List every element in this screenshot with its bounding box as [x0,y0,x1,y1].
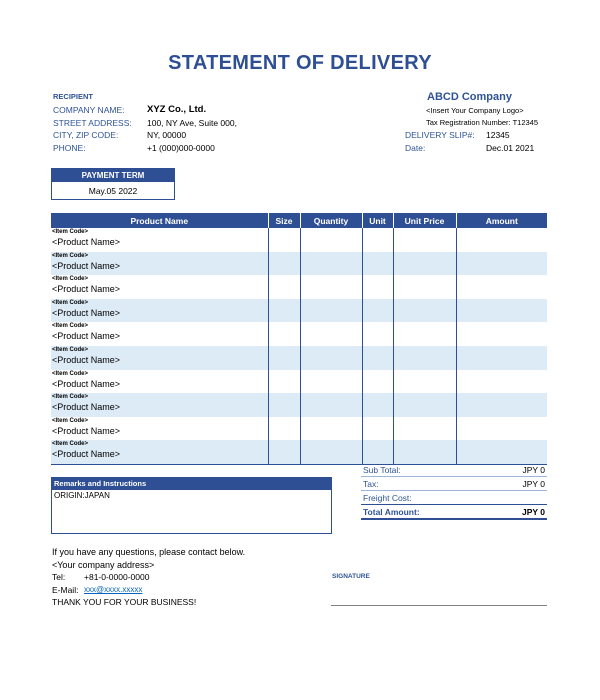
amount-cell[interactable] [456,370,547,394]
amount-cell[interactable] [456,440,547,464]
size-cell[interactable] [268,393,300,417]
product-name: <Product Name> [52,284,121,295]
tel-label: Tel: [52,572,66,582]
unit-price-cell[interactable] [393,228,456,252]
size-cell[interactable] [268,228,300,252]
quantity-cell[interactable] [300,299,362,323]
tax-value: JPY 0 [522,479,545,489]
recipient-city-zip: NY, 00000 [147,130,187,140]
payment-term-box [51,168,175,200]
quantity-cell[interactable] [300,275,362,299]
unit-price-cell[interactable] [393,346,456,370]
unit-price-cell[interactable] [393,275,456,299]
item-code: <Item Code> [52,370,89,377]
unit-cell[interactable] [362,393,393,417]
size-cell[interactable] [268,417,300,441]
unit-cell[interactable] [362,299,393,323]
payment-term-value: May.05 2022 [88,186,138,196]
table-row [51,346,547,370]
product-cell[interactable] [51,322,268,346]
remarks-box[interactable] [51,477,332,534]
product-name: <Product Name> [52,331,121,342]
company-logo-placeholder: <Insert Your Company Logo> [426,106,524,115]
amount-cell[interactable] [456,417,547,441]
product-name: <Product Name> [52,307,121,318]
total-amount-value: JPY 0 [521,507,545,517]
table-row [51,275,547,299]
tax-label: Tax: [363,479,379,489]
remarks-text: ORIGIN:JAPAN [54,491,110,500]
remarks-heading: Remarks and Instructions [52,478,331,490]
items-table [51,213,547,465]
col-header-amount: Amount [456,213,547,228]
product-cell[interactable] [51,417,268,441]
quantity-cell[interactable] [300,393,362,417]
size-cell[interactable] [268,322,300,346]
table-row [51,299,547,323]
tax-registration-number: Tax Registration Number: T12345 [426,118,539,127]
amount-cell[interactable] [456,228,547,252]
item-code: <Item Code> [52,394,89,401]
product-name: <Product Name> [52,378,121,389]
recipient-company-name: XYZ Co., Ltd. [147,104,207,115]
item-code: <Item Code> [52,346,89,353]
item-code: <Item Code> [52,299,89,306]
size-cell[interactable] [268,299,300,323]
unit-price-cell[interactable] [393,393,456,417]
table-header-row [51,213,547,228]
product-cell[interactable] [51,393,268,417]
thank-you-note: THANK YOU FOR YOUR BUSINESS! [52,597,197,607]
amount-cell[interactable] [456,393,547,417]
size-cell[interactable] [268,370,300,394]
quantity-cell[interactable] [300,346,362,370]
quantity-cell[interactable] [300,440,362,464]
product-cell[interactable] [51,346,268,370]
amount-cell[interactable] [456,275,547,299]
quantity-cell[interactable] [300,322,362,346]
quantity-cell[interactable] [300,417,362,441]
product-name: <Product Name> [52,354,121,365]
unit-cell[interactable] [362,228,393,252]
item-code: <Item Code> [52,441,89,448]
email-link[interactable]: xxx@xxxx.xxxxx [84,585,143,594]
date-label: Date: [405,143,426,153]
product-cell[interactable] [51,275,268,299]
unit-cell[interactable] [362,370,393,394]
subtotal-value: JPY 0 [522,465,545,475]
payment-term-heading: PAYMENT TERM [52,169,174,182]
col-header-size: Size [268,213,300,228]
recipient-heading: RECIPIENT [53,92,94,101]
product-name: <Product Name> [52,449,121,460]
delivery-slip-value: 12345 [486,130,510,140]
contact-question: If you have any questions, please contact below. [52,547,246,557]
company-address-placeholder: <Your company address> [52,560,155,570]
recipient-phone: +1 (000)000-0000 [147,143,215,153]
unit-cell[interactable] [362,252,393,276]
unit-price-cell[interactable] [393,370,456,394]
phone-label: PHONE: [53,143,86,153]
product-cell[interactable] [51,228,268,252]
amount-cell[interactable] [456,252,547,276]
product-cell[interactable] [51,440,268,464]
delivery-slip-label: DELIVERY SLIP#: [405,130,475,140]
quantity-cell[interactable] [300,252,362,276]
street-address-label: STREET ADDRESS: [53,118,132,128]
freight-divider [361,504,547,505]
product-cell[interactable] [51,252,268,276]
table-row [51,322,547,346]
col-header-product-name: Product Name [51,213,268,228]
product-name: <Product Name> [52,402,121,413]
freight-cost-label: Freight Cost: [363,493,412,503]
unit-cell[interactable] [362,346,393,370]
item-code: <Item Code> [52,323,89,330]
product-name: <Product Name> [52,425,121,436]
subtotal-label: Sub Total: [363,465,401,475]
product-name: <Product Name> [52,260,121,271]
size-cell[interactable] [268,346,300,370]
unit-price-cell[interactable] [393,299,456,323]
unit-price-cell[interactable] [393,440,456,464]
table-row [51,393,547,417]
email-label: E-Mail: [52,585,79,595]
product-cell[interactable] [51,370,268,394]
date-value: Dec.01 2021 [486,143,535,153]
tel-value: +81-0-0000-0000 [84,572,150,582]
unit-cell[interactable] [362,322,393,346]
document-title: STATEMENT OF DELIVERY [168,52,432,74]
item-code: <Item Code> [52,252,89,259]
city-zip-label: CITY, ZIP CODE: [53,130,119,140]
product-cell[interactable] [51,299,268,323]
quantity-cell[interactable] [300,370,362,394]
unit-price-cell[interactable] [393,417,456,441]
size-cell[interactable] [268,440,300,464]
tax-divider [361,490,547,491]
amount-cell[interactable] [456,346,547,370]
subtotal-divider [361,476,547,477]
signature-label: SIGNATURE [332,573,370,580]
sender-company-name: ABCD Company [427,91,512,103]
unit-price-cell[interactable] [393,322,456,346]
unit-price-cell[interactable] [393,252,456,276]
company-name-label: COMPANY NAME: [53,105,125,115]
signature-line[interactable] [331,605,547,606]
item-code: <Item Code> [52,276,89,283]
table-row [51,370,547,394]
amount-cell[interactable] [456,299,547,323]
quantity-cell[interactable] [300,228,362,252]
product-name: <Product Name> [52,237,121,247]
size-cell[interactable] [268,275,300,299]
unit-cell[interactable] [362,275,393,299]
total-amount-label: Total Amount: [363,507,420,517]
col-header-unit: Unit [362,213,393,228]
table-row [51,228,547,252]
recipient-street: 100, NY Ave, Suite 000, [147,118,237,128]
col-header-unit-price: Unit Price [393,213,456,228]
item-code: <Item Code> [52,417,89,424]
table-row [51,417,547,441]
unit-cell[interactable] [362,417,393,441]
unit-cell[interactable] [362,440,393,464]
item-code: <Item Code> [52,229,89,235]
total-divider [361,518,547,520]
table-row [51,252,547,276]
amount-cell[interactable] [456,322,547,346]
size-cell[interactable] [268,252,300,276]
table-row [51,440,547,464]
col-header-quantity: Quantity [300,213,362,228]
